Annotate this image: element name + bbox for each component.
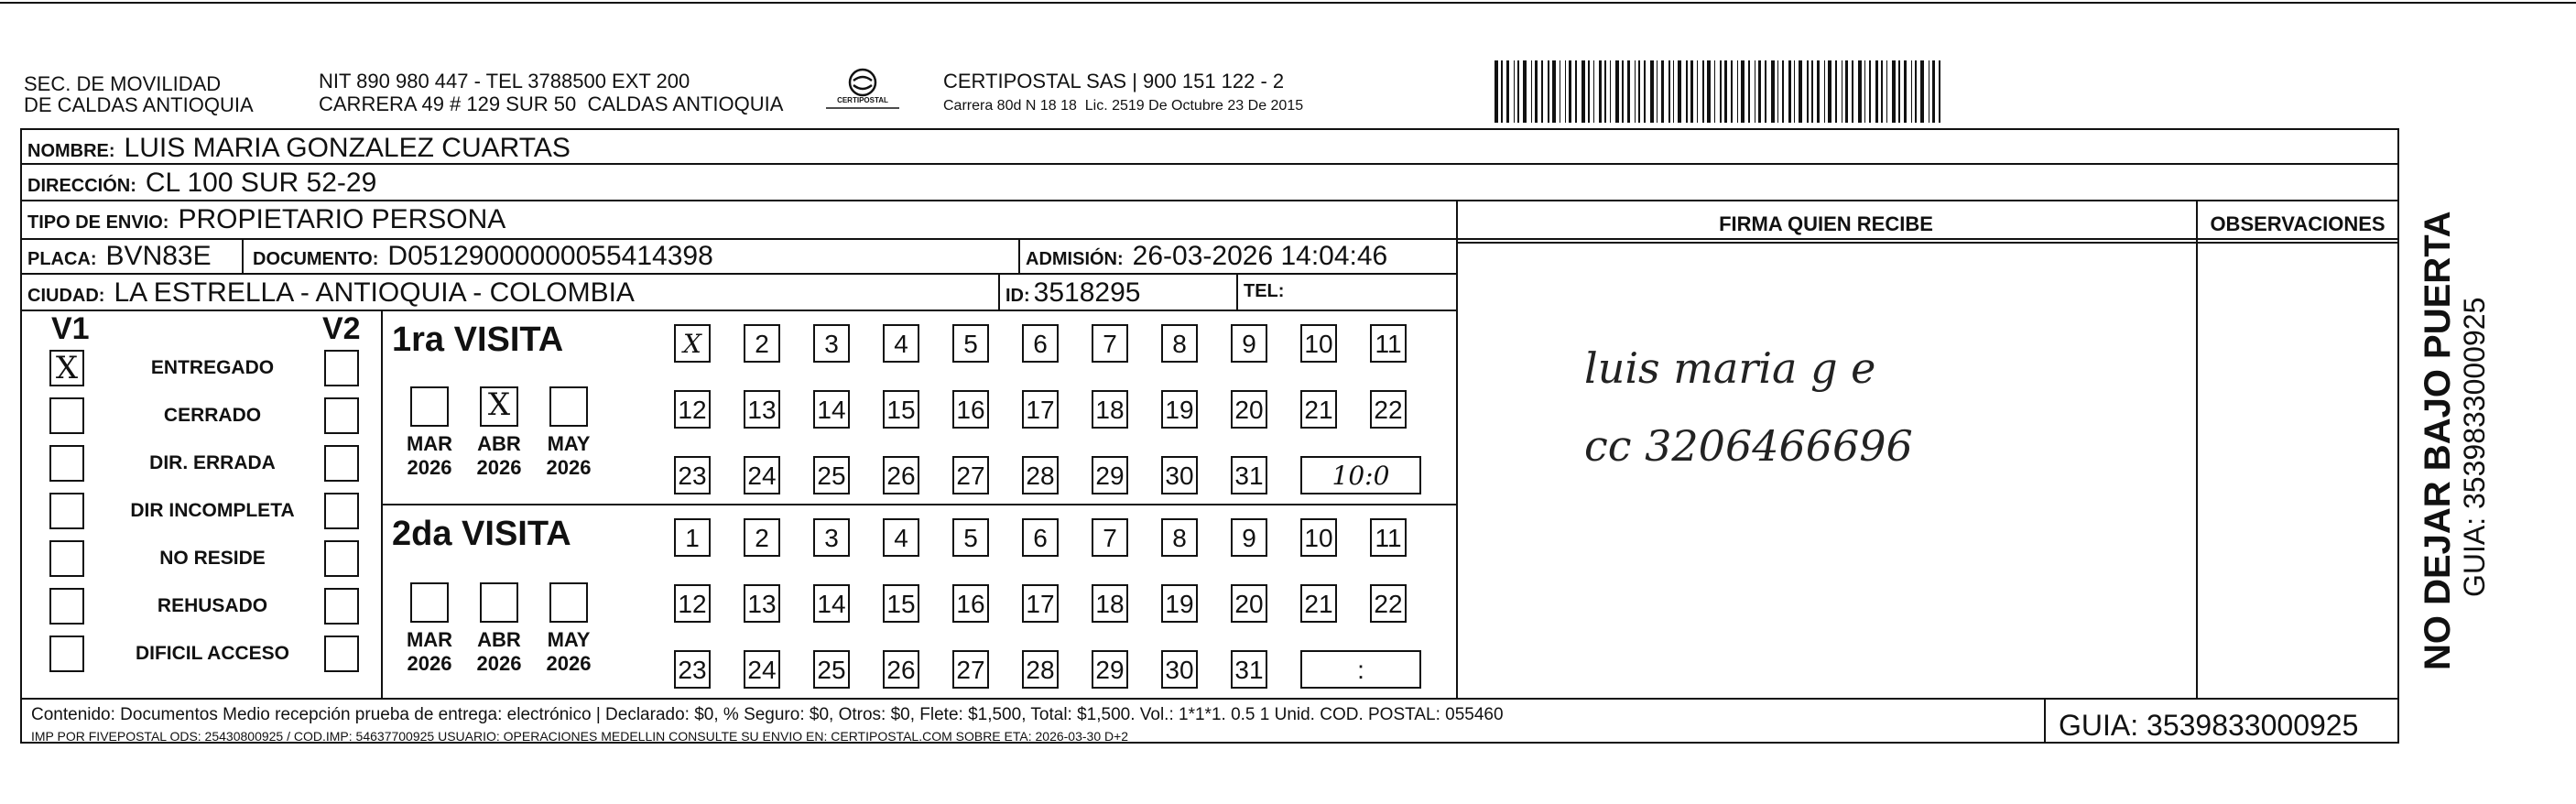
day-box[interactable]: 29 [1092, 456, 1128, 494]
day-box[interactable]: 5 [952, 518, 989, 557]
day-box[interactable]: 30 [1161, 456, 1198, 494]
day-box[interactable]: 29 [1092, 650, 1128, 689]
ciudad-label: CIUDAD: [27, 286, 105, 306]
month-checkbox[interactable] [410, 582, 449, 623]
sender-line-2: DE CALDAS ANTIOQUIA [24, 93, 254, 116]
first-visit-title: 1ra VISITA [392, 321, 564, 359]
day-box[interactable]: 17 [1022, 584, 1059, 623]
v2-label: V2 [322, 311, 361, 346]
status-v1-checkbox[interactable] [49, 540, 84, 577]
license-line: Carrera 80d N 18 18 Lic. 2519 De Octubre 23 De 2015 [943, 98, 1304, 114]
status-label: REHUSADO [157, 595, 268, 616]
day-box[interactable]: 5 [952, 324, 989, 363]
tipo-row [27, 204, 505, 235]
signature-title: FIRMA QUIEN RECIBE [1719, 212, 1933, 235]
day-box[interactable]: 2 [744, 518, 780, 557]
id-label: ID: [1005, 286, 1030, 306]
day-box[interactable]: X [674, 324, 711, 363]
day-box[interactable]: 15 [883, 390, 919, 429]
direccion-row [27, 168, 376, 199]
observaciones-title: OBSERVACIONES [2210, 212, 2386, 235]
status-label: NO RESIDE [159, 548, 266, 569]
day-box[interactable]: 21 [1300, 390, 1337, 429]
day-box[interactable]: 16 [952, 584, 989, 623]
month-year: 2026 [546, 456, 592, 479]
day-box[interactable]: 19 [1161, 390, 1198, 429]
signature-line-1: luis maria g e [1584, 343, 1876, 393]
sender-line-1: SEC. DE MOVILIDAD [24, 72, 222, 95]
status-v1-checkbox[interactable]: X [49, 350, 84, 386]
day-box[interactable]: 16 [952, 390, 989, 429]
month-year: 2026 [476, 652, 522, 675]
footer-guia: GUIA: 3539833000925 [2059, 709, 2359, 742]
admision-label: ADMISIÓN: [1026, 249, 1124, 269]
status-label: ENTREGADO [150, 357, 275, 378]
day-box[interactable]: 12 [674, 390, 711, 429]
day-box[interactable]: 24 [744, 650, 780, 689]
placa-label: PLACA: [27, 249, 97, 269]
nombre-label: NOMBRE: [27, 141, 115, 161]
day-box[interactable]: 20 [1231, 584, 1267, 623]
month-year: 2026 [407, 456, 452, 479]
day-box[interactable]: 13 [744, 584, 780, 623]
day-box[interactable]: 18 [1092, 390, 1128, 429]
status-v2-checkbox[interactable] [324, 636, 359, 672]
day-box[interactable]: 21 [1300, 584, 1337, 623]
status-v1-checkbox[interactable] [49, 636, 84, 672]
day-box[interactable]: 27 [952, 456, 989, 494]
footer-contenido: Contenido: Documentos Medio recepción prueba de entrega: electrónico | Declarado: $0, % Seguro: $0, Otros: $0, Flete: $1,500, Total: $1,500. Vol.: 1*1*1. 0.5 1 Unid. COD. POSTAL: 055460 [31, 705, 1504, 724]
certipostal-logo [824, 66, 901, 112]
admision-value: 26-03-2026 14:04:46 [1132, 241, 1388, 271]
day-box[interactable]: 25 [813, 456, 850, 494]
status-v2-checkbox[interactable] [324, 445, 359, 482]
day-box[interactable]: 26 [883, 650, 919, 689]
tel-label: TEL: [1244, 281, 1285, 301]
status-label: CERRADO [163, 405, 262, 426]
day-box[interactable]: 17 [1022, 390, 1059, 429]
day-box[interactable]: 20 [1231, 390, 1267, 429]
status-label: DIR. ERRADA [149, 452, 276, 473]
tipo-label: TIPO DE ENVIO: [27, 212, 169, 233]
nombre-row [27, 133, 571, 164]
status-v1-checkbox[interactable] [49, 445, 84, 482]
time-box[interactable]: : [1300, 650, 1421, 689]
day-box[interactable]: 3 [813, 518, 850, 557]
day-box[interactable]: 10 [1300, 518, 1337, 557]
id-value: 3518295 [1033, 277, 1141, 308]
day-box[interactable]: 31 [1231, 456, 1267, 494]
day-box[interactable]: 28 [1022, 456, 1059, 494]
barcode [1495, 60, 1945, 123]
month-checkbox[interactable] [549, 386, 588, 427]
status-v2-checkbox[interactable] [324, 493, 359, 529]
day-box[interactable]: 9 [1231, 324, 1267, 363]
footer-imp-line: IMP POR FIVEPOSTAL ODS: 25430800925 / COD.IMP: 54637700925 USUARIO: OPERACIONES MEDELLIN CONSULTE SU ENVIO EN: CERTIPOSTAL.COM SOBRE ETA: 2026-03-30 D+2 [31, 729, 1129, 744]
day-box[interactable]: 18 [1092, 584, 1128, 623]
day-box[interactable]: 30 [1161, 650, 1198, 689]
day-box[interactable]: 24 [744, 456, 780, 494]
day-box[interactable]: 28 [1022, 650, 1059, 689]
day-box[interactable]: 25 [813, 650, 850, 689]
time-box[interactable]: 10:0 [1300, 456, 1421, 494]
v1-label: V1 [51, 311, 90, 346]
day-box[interactable]: 9 [1231, 518, 1267, 557]
day-box[interactable]: 22 [1370, 390, 1407, 429]
status-v1-checkbox[interactable] [49, 493, 84, 529]
month-year: 2026 [546, 652, 592, 675]
direccion-value: CL 100 SUR 52-29 [145, 168, 377, 198]
day-box[interactable]: 7 [1092, 518, 1128, 557]
month-checkbox[interactable] [480, 582, 518, 623]
tipo-value: PROPIETARIO PERSONA [178, 204, 506, 234]
day-box[interactable]: 6 [1022, 324, 1059, 363]
signature-line-2: cc 3206466696 [1584, 421, 1913, 471]
placa-row [27, 241, 212, 272]
status-v2-checkbox[interactable] [324, 540, 359, 577]
day-box[interactable]: 19 [1161, 584, 1198, 623]
company-line: CERTIPOSTAL SAS | 900 151 122 - 2 [943, 70, 1285, 92]
day-box[interactable]: 8 [1161, 324, 1198, 363]
status-v2-checkbox[interactable] [324, 350, 359, 386]
documento-value: D05129000000055414398 [387, 241, 713, 271]
day-box[interactable]: 15 [883, 584, 919, 623]
day-box[interactable]: 7 [1092, 324, 1128, 363]
month-label: MAR [406, 628, 453, 651]
id-row [1005, 277, 1140, 309]
status-label: DIR INCOMPLETA [130, 500, 295, 521]
month-checkbox[interactable] [410, 386, 449, 427]
ciudad-value: LA ESTRELLA - ANTIOQUIA - COLOMBIA [114, 277, 635, 308]
month-checkbox[interactable]: X [480, 386, 518, 427]
no-dejar-warning: NO DEJAR BAJO PUERTA [2418, 211, 2458, 670]
month-checkbox[interactable] [549, 582, 588, 623]
day-box[interactable]: 3 [813, 324, 850, 363]
day-box[interactable]: 12 [674, 584, 711, 623]
day-box[interactable]: 8 [1161, 518, 1198, 557]
logo-text: CERTIPOSTAL [837, 96, 888, 104]
day-box[interactable]: 4 [883, 324, 919, 363]
month-label: ABR [477, 432, 521, 455]
status-label: DIFICIL ACCESO [135, 643, 289, 664]
month-year: 2026 [407, 652, 452, 675]
tel-row [1244, 281, 1284, 302]
documento-label: DOCUMENTO: [253, 249, 379, 269]
month-label: MAR [406, 432, 453, 455]
status-v1-checkbox[interactable] [49, 588, 84, 625]
placa-value: BVN83E [105, 241, 212, 271]
month-label: MAY [547, 432, 591, 455]
month-label: MAY [547, 628, 591, 651]
direccion-label: DIRECCIÓN: [27, 176, 136, 196]
documento-row [253, 241, 713, 272]
side-guia: GUIA: 3539833000925 [2458, 297, 2491, 597]
day-box[interactable]: 10 [1300, 324, 1337, 363]
day-box[interactable]: 14 [813, 390, 850, 429]
day-box[interactable]: 31 [1231, 650, 1267, 689]
status-v2-checkbox[interactable] [324, 397, 359, 434]
day-box[interactable]: 14 [813, 584, 850, 623]
nit-line: NIT 890 980 447 - TEL 3788500 EXT 200 [319, 70, 690, 92]
day-box[interactable]: 2 [744, 324, 780, 363]
status-v1-checkbox[interactable] [49, 397, 84, 434]
admision-row [1026, 241, 1387, 272]
day-box[interactable]: 23 [674, 650, 711, 689]
day-box[interactable]: 6 [1022, 518, 1059, 557]
month-label: ABR [477, 628, 521, 651]
ciudad-row [27, 277, 635, 309]
nombre-value: LUIS MARIA GONZALEZ CUARTAS [124, 133, 571, 163]
day-box[interactable]: 27 [952, 650, 989, 689]
day-box[interactable]: 11 [1370, 518, 1407, 557]
month-year: 2026 [476, 456, 522, 479]
day-box[interactable]: 11 [1370, 324, 1407, 363]
status-v2-checkbox[interactable] [324, 588, 359, 625]
second-visit-title: 2da VISITA [392, 515, 571, 553]
day-box[interactable]: 23 [674, 456, 711, 494]
day-box[interactable]: 13 [744, 390, 780, 429]
address-line: CARRERA 49 # 129 SUR 50 CALDAS ANTIOQUIA [319, 92, 784, 115]
day-box[interactable]: 26 [883, 456, 919, 494]
day-box[interactable]: 4 [883, 518, 919, 557]
day-box[interactable]: 1 [674, 518, 711, 557]
day-box[interactable]: 22 [1370, 584, 1407, 623]
top-border [0, 2, 2576, 4]
